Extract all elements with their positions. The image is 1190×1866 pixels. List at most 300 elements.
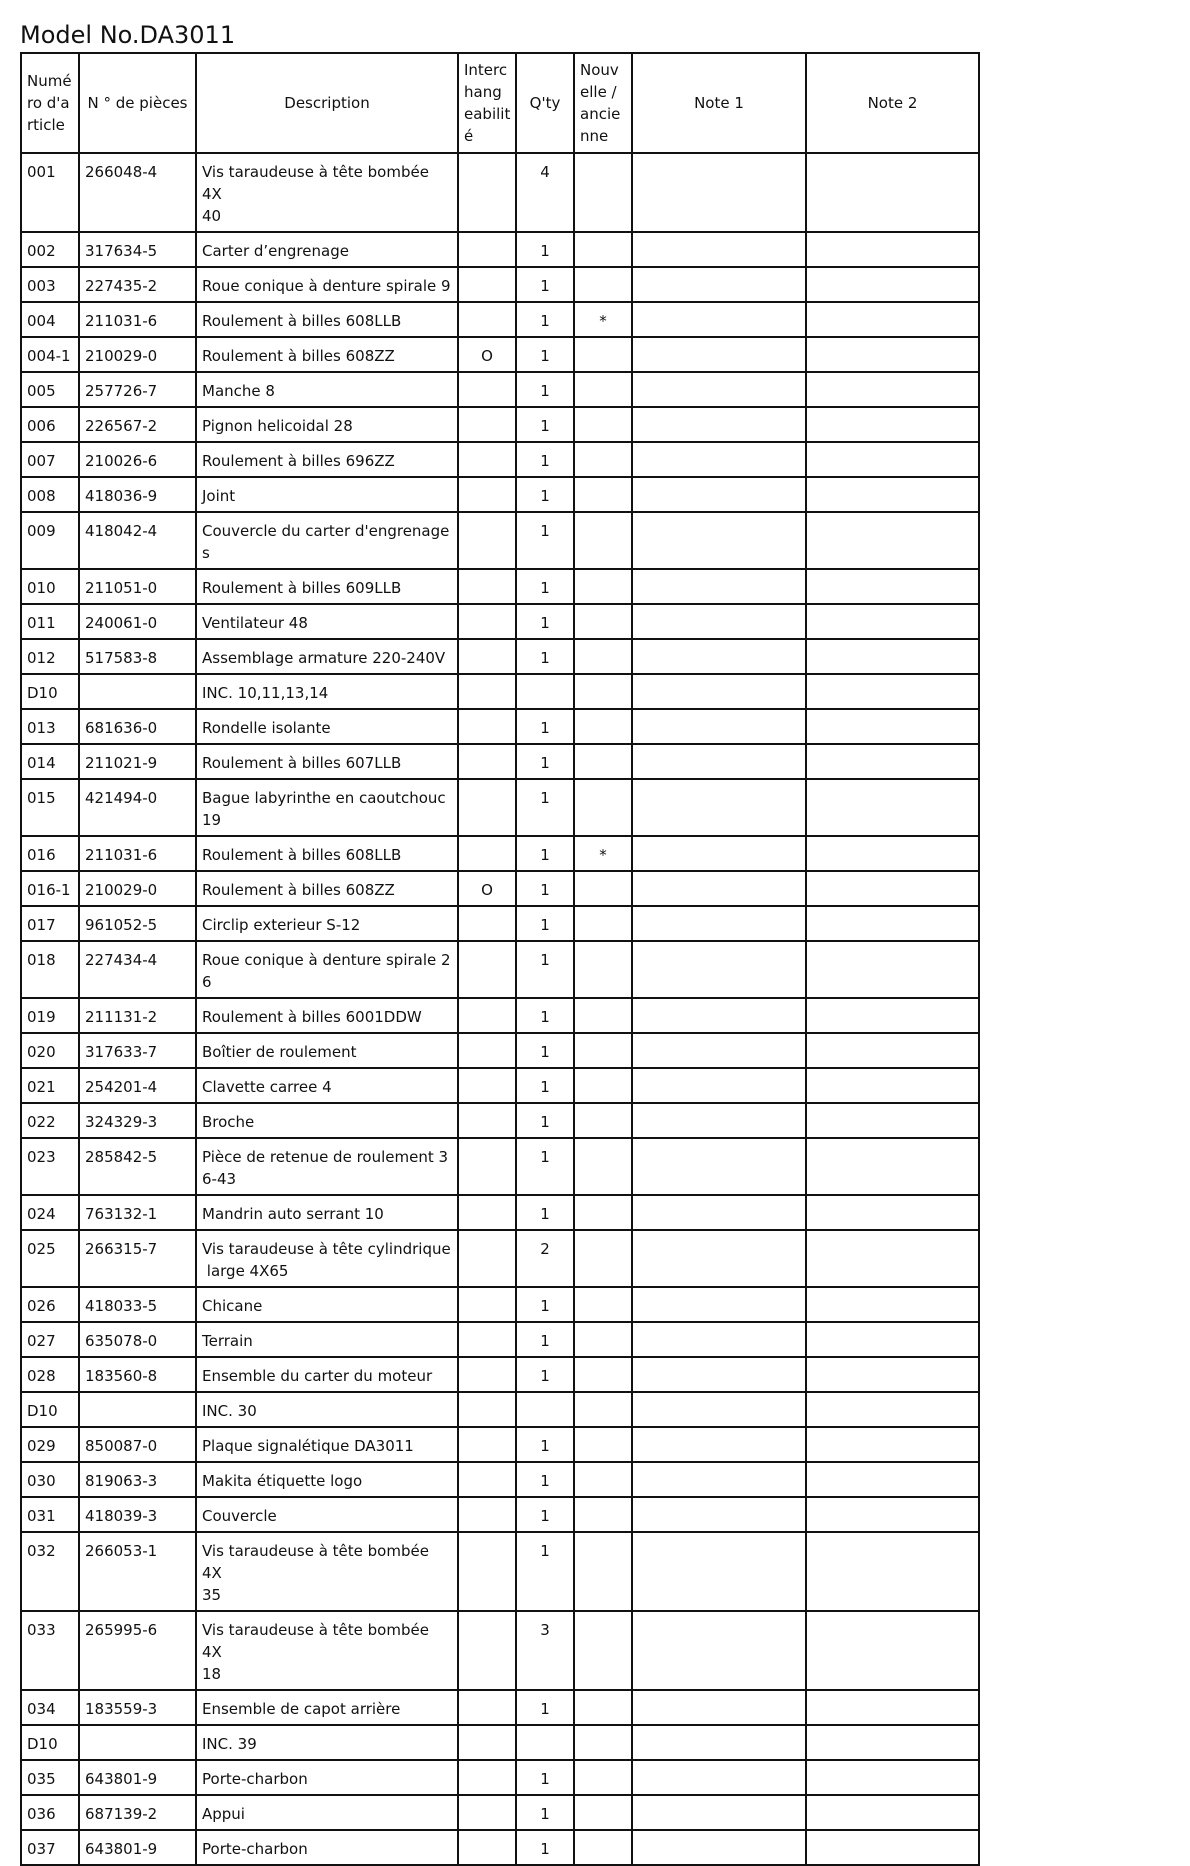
part-number-cell: 850087-0: [79, 1427, 196, 1462]
note-2-cell: [806, 1103, 979, 1138]
note-2-cell: [806, 267, 979, 302]
interchangeability-cell: [458, 779, 516, 836]
part-number-cell: [79, 1725, 196, 1760]
note-1-cell: [632, 779, 806, 836]
quantity-cell: 1: [516, 1760, 574, 1795]
description-cell: Vis taraudeuse à tête bombée 4X 18: [196, 1611, 458, 1690]
interchangeability-cell: [458, 477, 516, 512]
item-number-cell: 014: [21, 744, 79, 779]
part-number-cell: 687139-2: [79, 1795, 196, 1830]
interchangeability-cell: [458, 1392, 516, 1427]
table-row: [21, 941, 979, 998]
part-number-cell: 643801-9: [79, 1760, 196, 1795]
note-2-cell: [806, 407, 979, 442]
description-cell: Rondelle isolante: [196, 709, 458, 744]
note-1-cell: [632, 1322, 806, 1357]
description-cell: Clavette carree 4: [196, 1068, 458, 1103]
new-old-cell: [574, 1462, 632, 1497]
part-number-cell: 418039-3: [79, 1497, 196, 1532]
note-1-cell: [632, 639, 806, 674]
note-2-cell: [806, 674, 979, 709]
new-old-cell: [574, 1103, 632, 1138]
interchangeability-cell: [458, 906, 516, 941]
description-cell: Vis taraudeuse à tête cylindrique large 4X65: [196, 1230, 458, 1287]
note-2-cell: [806, 337, 979, 372]
part-number-cell: [79, 674, 196, 709]
table-row: [21, 906, 979, 941]
note-2-cell: [806, 232, 979, 267]
description-cell: Roulement à billes 608LLB: [196, 836, 458, 871]
table-row: [21, 744, 979, 779]
description-cell: Roue conique à denture spirale 2 6: [196, 941, 458, 998]
quantity-cell: 1: [516, 744, 574, 779]
description-cell: Plaque signalétique DA3011: [196, 1427, 458, 1462]
table-row: [21, 1725, 979, 1760]
interchangeability-cell: [458, 639, 516, 674]
interchangeability-cell: [458, 1322, 516, 1357]
note-1-cell: [632, 1427, 806, 1462]
part-number-cell: 210029-0: [79, 337, 196, 372]
table-row: [21, 779, 979, 836]
table-row: [21, 477, 979, 512]
quantity-cell: 1: [516, 639, 574, 674]
note-1-cell: [632, 744, 806, 779]
quantity-cell: 1: [516, 1427, 574, 1462]
interchangeability-cell: [458, 1357, 516, 1392]
description-cell: Couvercle: [196, 1497, 458, 1532]
quantity-cell: 1: [516, 779, 574, 836]
description-cell: Pièce de retenue de roulement 3 6-43: [196, 1138, 458, 1195]
col-header-quantity: Q'ty: [516, 53, 574, 153]
note-1-cell: [632, 153, 806, 232]
description-cell: Roulement à billes 608ZZ: [196, 337, 458, 372]
item-number-cell: 015: [21, 779, 79, 836]
part-number-cell: 211031-6: [79, 836, 196, 871]
quantity-cell: 1: [516, 1195, 574, 1230]
interchangeability-cell: [458, 1195, 516, 1230]
part-number-cell: 635078-0: [79, 1322, 196, 1357]
description-cell: Couvercle du carter d'engrenage s: [196, 512, 458, 569]
new-old-cell: [574, 372, 632, 407]
quantity-cell: 1: [516, 1033, 574, 1068]
note-1-cell: [632, 1497, 806, 1532]
new-old-cell: [574, 709, 632, 744]
description-cell: Roulement à billes 607LLB: [196, 744, 458, 779]
note-2-cell: [806, 998, 979, 1033]
part-number-cell: 211131-2: [79, 998, 196, 1033]
part-number-cell: 227435-2: [79, 267, 196, 302]
part-number-cell: 254201-4: [79, 1068, 196, 1103]
description-cell: Roulement à billes 608ZZ: [196, 871, 458, 906]
part-number-cell: 317633-7: [79, 1033, 196, 1068]
interchangeability-cell: [458, 1462, 516, 1497]
table-row: [21, 1690, 979, 1725]
note-2-cell: [806, 1138, 979, 1195]
page-title: Model No.DA3011: [20, 21, 236, 49]
part-number-cell: [79, 1392, 196, 1427]
new-old-cell: [574, 779, 632, 836]
note-2-cell: [806, 1322, 979, 1357]
col-header-description: Description: [196, 53, 458, 153]
part-number-cell: 183559-3: [79, 1690, 196, 1725]
interchangeability-cell: [458, 1103, 516, 1138]
item-number-cell: 016: [21, 836, 79, 871]
interchangeability-cell: O: [458, 337, 516, 372]
part-number-cell: 285842-5: [79, 1138, 196, 1195]
col-header-interchangeability: Interc hang eabilit é: [458, 53, 516, 153]
description-cell: Joint: [196, 477, 458, 512]
part-number-cell: 210026-6: [79, 442, 196, 477]
note-1-cell: [632, 267, 806, 302]
new-old-cell: [574, 153, 632, 232]
quantity-cell: 1: [516, 836, 574, 871]
description-cell: Pignon helicoidal 28: [196, 407, 458, 442]
quantity-cell: 1: [516, 906, 574, 941]
col-header-note-2: Note 2: [806, 53, 979, 153]
new-old-cell: [574, 1357, 632, 1392]
description-cell: Chicane: [196, 1287, 458, 1322]
note-1-cell: [632, 1532, 806, 1611]
table-row: [21, 407, 979, 442]
table-row: [21, 871, 979, 906]
note-2-cell: [806, 477, 979, 512]
note-2-cell: [806, 442, 979, 477]
note-1-cell: [632, 1068, 806, 1103]
part-number-cell: 643801-9: [79, 1830, 196, 1865]
interchangeability-cell: [458, 442, 516, 477]
note-1-cell: [632, 604, 806, 639]
new-old-cell: [574, 1725, 632, 1760]
new-old-cell: [574, 512, 632, 569]
new-old-cell: [574, 1033, 632, 1068]
table-row: [21, 512, 979, 569]
description-cell: Roulement à billes 696ZZ: [196, 442, 458, 477]
table-row: [21, 1287, 979, 1322]
table-row: [21, 1611, 979, 1690]
note-1-cell: [632, 477, 806, 512]
table-row: [21, 998, 979, 1033]
new-old-cell: [574, 407, 632, 442]
description-cell: Boîtier de roulement: [196, 1033, 458, 1068]
new-old-cell: *: [574, 302, 632, 337]
item-number-cell: 022: [21, 1103, 79, 1138]
new-old-cell: [574, 1830, 632, 1865]
note-2-cell: [806, 372, 979, 407]
quantity-cell: 1: [516, 512, 574, 569]
note-2-cell: [806, 941, 979, 998]
item-number-cell: D10: [21, 1392, 79, 1427]
note-1-cell: [632, 1287, 806, 1322]
quantity-cell: 2: [516, 1230, 574, 1287]
table-row: [21, 1497, 979, 1532]
new-old-cell: [574, 871, 632, 906]
part-number-cell: 681636-0: [79, 709, 196, 744]
interchangeability-cell: [458, 302, 516, 337]
new-old-cell: [574, 941, 632, 998]
table-row: [21, 674, 979, 709]
table-row: [21, 1357, 979, 1392]
item-number-cell: 032: [21, 1532, 79, 1611]
interchangeability-cell: [458, 1690, 516, 1725]
quantity-cell: 1: [516, 442, 574, 477]
new-old-cell: [574, 604, 632, 639]
new-old-cell: [574, 1760, 632, 1795]
interchangeability-cell: [458, 1830, 516, 1865]
note-1-cell: [632, 1230, 806, 1287]
table-row: [21, 1392, 979, 1427]
parts-table: [20, 52, 980, 1866]
item-number-cell: 035: [21, 1760, 79, 1795]
part-number-cell: 418033-5: [79, 1287, 196, 1322]
item-number-cell: 031: [21, 1497, 79, 1532]
part-number-cell: 317634-5: [79, 232, 196, 267]
note-2-cell: [806, 1195, 979, 1230]
table-row: [21, 1103, 979, 1138]
note-2-cell: [806, 1830, 979, 1865]
part-number-cell: 421494-0: [79, 779, 196, 836]
quantity-cell: 1: [516, 1103, 574, 1138]
item-number-cell: 010: [21, 569, 79, 604]
note-1-cell: [632, 1357, 806, 1392]
new-old-cell: [574, 1195, 632, 1230]
part-number-cell: 257726-7: [79, 372, 196, 407]
table-row: [21, 1795, 979, 1830]
table-body: [21, 153, 979, 1865]
quantity-cell: 1: [516, 1795, 574, 1830]
description-cell: Ventilateur 48: [196, 604, 458, 639]
interchangeability-cell: [458, 744, 516, 779]
note-2-cell: [806, 1427, 979, 1462]
note-2-cell: [806, 779, 979, 836]
description-cell: Terrain: [196, 1322, 458, 1357]
new-old-cell: [574, 744, 632, 779]
col-header-new-old: Nouv elle / ancie nne: [574, 53, 632, 153]
quantity-cell: [516, 1725, 574, 1760]
part-number-cell: 211031-6: [79, 302, 196, 337]
col-header-part-number: N ° de pièces: [79, 53, 196, 153]
new-old-cell: [574, 998, 632, 1033]
part-number-cell: 226567-2: [79, 407, 196, 442]
note-2-cell: [806, 569, 979, 604]
new-old-cell: [574, 674, 632, 709]
note-1-cell: [632, 906, 806, 941]
item-number-cell: 003: [21, 267, 79, 302]
item-number-cell: 029: [21, 1427, 79, 1462]
table-row: [21, 709, 979, 744]
part-number-cell: 227434-4: [79, 941, 196, 998]
table-row: [21, 1068, 979, 1103]
interchangeability-cell: [458, 512, 516, 569]
note-1-cell: [632, 407, 806, 442]
description-cell: Broche: [196, 1103, 458, 1138]
table-row: [21, 1462, 979, 1497]
description-cell: Vis taraudeuse à tête bombée 4X 35: [196, 1532, 458, 1611]
note-2-cell: [806, 1230, 979, 1287]
item-number-cell: 001: [21, 153, 79, 232]
description-cell: Roulement à billes 6001DDW: [196, 998, 458, 1033]
quantity-cell: [516, 674, 574, 709]
interchangeability-cell: [458, 1795, 516, 1830]
description-cell: Circlip exterieur S-12: [196, 906, 458, 941]
note-2-cell: [806, 1068, 979, 1103]
quantity-cell: 1: [516, 232, 574, 267]
interchangeability-cell: [458, 1760, 516, 1795]
description-cell: Porte-charbon: [196, 1760, 458, 1795]
description-cell: Roulement à billes 608LLB: [196, 302, 458, 337]
table-row: [21, 836, 979, 871]
interchangeability-cell: [458, 998, 516, 1033]
description-cell: Carter d’engrenage: [196, 232, 458, 267]
item-number-cell: 030: [21, 1462, 79, 1497]
table-row: [21, 569, 979, 604]
interchangeability-cell: [458, 1427, 516, 1462]
description-cell: Roue conique à denture spirale 9: [196, 267, 458, 302]
description-cell: Ensemble du carter du moteur: [196, 1357, 458, 1392]
note-1-cell: [632, 674, 806, 709]
note-2-cell: [806, 1392, 979, 1427]
item-number-cell: 009: [21, 512, 79, 569]
note-2-cell: [806, 1690, 979, 1725]
description-cell: Appui: [196, 1795, 458, 1830]
note-2-cell: [806, 1497, 979, 1532]
interchangeability-cell: O: [458, 871, 516, 906]
new-old-cell: [574, 1611, 632, 1690]
item-number-cell: 034: [21, 1690, 79, 1725]
item-number-cell: 013: [21, 709, 79, 744]
note-1-cell: [632, 1103, 806, 1138]
note-2-cell: [806, 1033, 979, 1068]
note-1-cell: [632, 372, 806, 407]
note-1-cell: [632, 1795, 806, 1830]
description-cell: Ensemble de capot arrière: [196, 1690, 458, 1725]
quantity-cell: 3: [516, 1611, 574, 1690]
note-1-cell: [632, 1392, 806, 1427]
note-1-cell: [632, 1462, 806, 1497]
item-number-cell: 021: [21, 1068, 79, 1103]
description-cell: Assemblage armature 220-240V: [196, 639, 458, 674]
note-2-cell: [806, 1287, 979, 1322]
quantity-cell: 1: [516, 1322, 574, 1357]
item-number-cell: 019: [21, 998, 79, 1033]
new-old-cell: [574, 1392, 632, 1427]
interchangeability-cell: [458, 267, 516, 302]
table-row: [21, 442, 979, 477]
table-row: [21, 1138, 979, 1195]
item-number-cell: 005: [21, 372, 79, 407]
interchangeability-cell: [458, 407, 516, 442]
item-number-cell: 017: [21, 906, 79, 941]
item-number-cell: 020: [21, 1033, 79, 1068]
item-number-cell: 004-1: [21, 337, 79, 372]
note-1-cell: [632, 442, 806, 477]
quantity-cell: 1: [516, 1138, 574, 1195]
note-1-cell: [632, 1830, 806, 1865]
table-row: [21, 1230, 979, 1287]
quantity-cell: 1: [516, 871, 574, 906]
new-old-cell: [574, 1497, 632, 1532]
part-number-cell: 265995-6: [79, 1611, 196, 1690]
new-old-cell: [574, 337, 632, 372]
quantity-cell: 1: [516, 1532, 574, 1611]
table-row: [21, 639, 979, 674]
new-old-cell: [574, 1230, 632, 1287]
new-old-cell: [574, 906, 632, 941]
part-number-cell: 418036-9: [79, 477, 196, 512]
quantity-cell: [516, 1392, 574, 1427]
quantity-cell: 1: [516, 1287, 574, 1322]
col-header-item-number: Numé ro d'a rticle: [21, 53, 79, 153]
description-cell: Bague labyrinthe en caoutchouc 19: [196, 779, 458, 836]
item-number-cell: 027: [21, 1322, 79, 1357]
item-number-cell: 025: [21, 1230, 79, 1287]
new-old-cell: [574, 1427, 632, 1462]
interchangeability-cell: [458, 941, 516, 998]
quantity-cell: 1: [516, 1830, 574, 1865]
description-cell: Mandrin auto serrant 10: [196, 1195, 458, 1230]
part-number-cell: 211051-0: [79, 569, 196, 604]
new-old-cell: [574, 442, 632, 477]
item-number-cell: 036: [21, 1795, 79, 1830]
quantity-cell: 1: [516, 1462, 574, 1497]
note-2-cell: [806, 512, 979, 569]
table-header-row: [21, 53, 979, 153]
note-2-cell: [806, 1462, 979, 1497]
item-number-cell: 011: [21, 604, 79, 639]
quantity-cell: 1: [516, 337, 574, 372]
note-1-cell: [632, 1033, 806, 1068]
new-old-cell: [574, 1690, 632, 1725]
description-cell: Makita étiquette logo: [196, 1462, 458, 1497]
interchangeability-cell: [458, 604, 516, 639]
quantity-cell: 1: [516, 604, 574, 639]
quantity-cell: 1: [516, 569, 574, 604]
interchangeability-cell: [458, 569, 516, 604]
new-old-cell: [574, 232, 632, 267]
item-number-cell: D10: [21, 1725, 79, 1760]
note-2-cell: [806, 302, 979, 337]
table-row: [21, 372, 979, 407]
table-row: [21, 153, 979, 232]
part-number-cell: 211021-9: [79, 744, 196, 779]
note-2-cell: [806, 709, 979, 744]
part-number-cell: 324329-3: [79, 1103, 196, 1138]
part-number-cell: 961052-5: [79, 906, 196, 941]
table-row: [21, 1322, 979, 1357]
note-2-cell: [806, 1611, 979, 1690]
note-2-cell: [806, 1795, 979, 1830]
new-old-cell: [574, 1795, 632, 1830]
table-row: [21, 1033, 979, 1068]
note-2-cell: [806, 639, 979, 674]
item-number-cell: 023: [21, 1138, 79, 1195]
part-number-cell: 517583-8: [79, 639, 196, 674]
item-number-cell: 002: [21, 232, 79, 267]
part-number-cell: 266315-7: [79, 1230, 196, 1287]
quantity-cell: 1: [516, 941, 574, 998]
description-cell: INC. 39: [196, 1725, 458, 1760]
table-row: [21, 267, 979, 302]
table-row: [21, 1427, 979, 1462]
note-2-cell: [806, 1725, 979, 1760]
note-2-cell: [806, 1532, 979, 1611]
note-2-cell: [806, 1760, 979, 1795]
item-number-cell: 007: [21, 442, 79, 477]
note-1-cell: [632, 941, 806, 998]
interchangeability-cell: [458, 1725, 516, 1760]
item-number-cell: D10: [21, 674, 79, 709]
part-number-cell: 819063-3: [79, 1462, 196, 1497]
interchangeability-cell: [458, 836, 516, 871]
